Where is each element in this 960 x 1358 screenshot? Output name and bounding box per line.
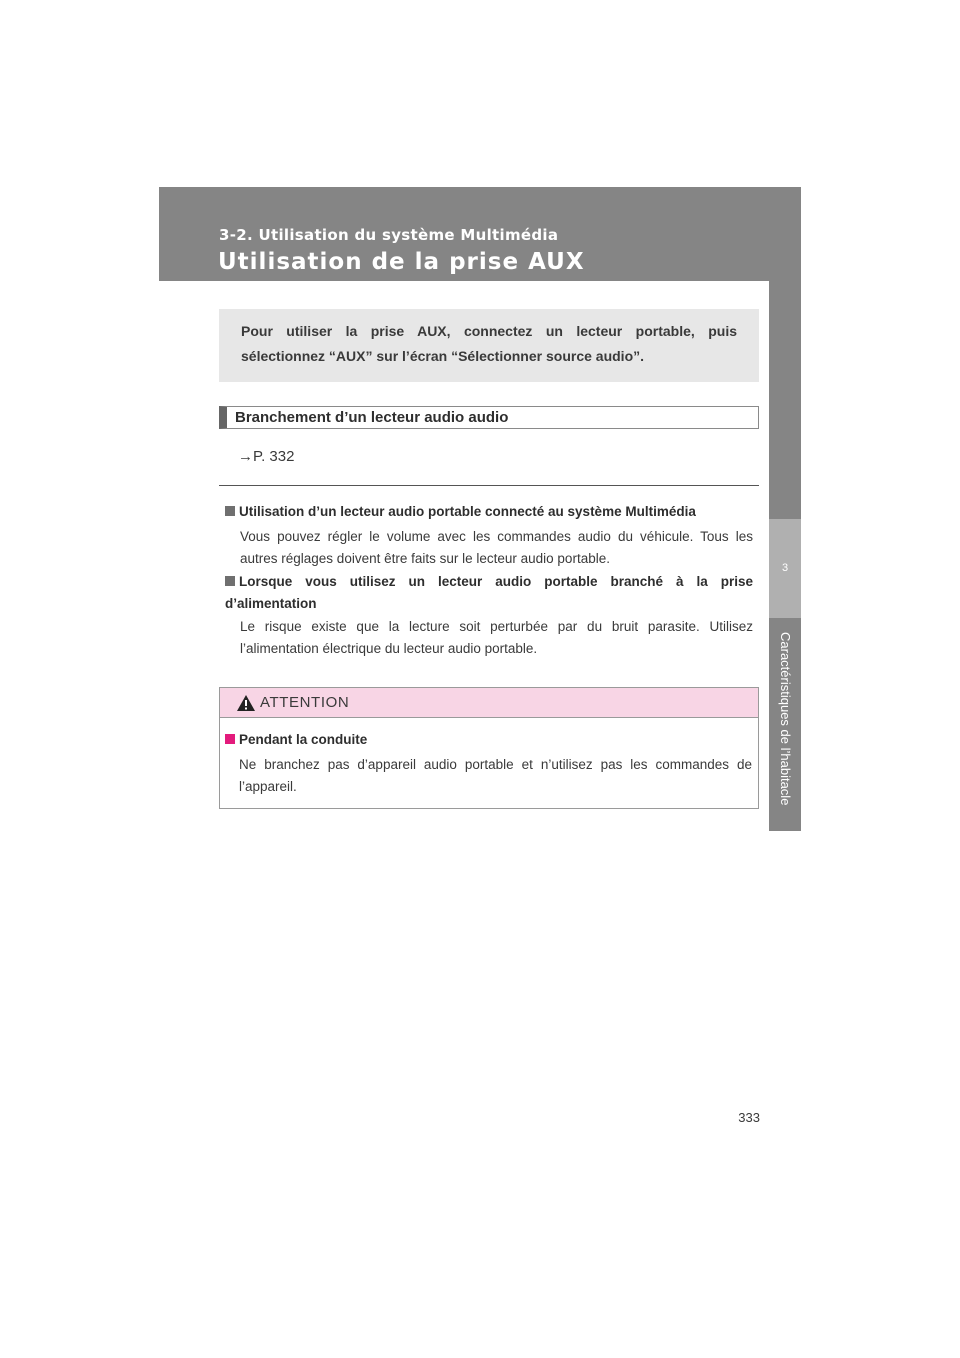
caution-box	[219, 687, 759, 809]
section-label: 3-2. Utilisation du système Multimédia	[219, 226, 559, 244]
page-number: 333	[738, 1110, 760, 1125]
side-tab-top	[769, 281, 801, 519]
note-body-2: Le risque existe que la lecture soit perturbée par du bruit parasite. Utilisez l’alimentation électrique du lecteur audio portable.	[240, 619, 753, 656]
caution-heading-text: Pendant la conduite	[239, 732, 368, 747]
warning-triangle-icon	[236, 694, 256, 712]
side-tab-chapter-number: 3	[769, 519, 801, 618]
intro-text: Pour utiliser la prise AUX, connectez un lecteur portable, puis sélectionnez “AUX” sur l’écran “Sélectionner source audio”.	[241, 323, 737, 364]
page-title: Utilisation de la prise AUX	[218, 249, 585, 275]
note-body-1: Vous pouvez régler le volume avec les commandes audio du véhicule. Tous les autres réglages doivent être faits sur le lecteur audio portable.	[240, 529, 753, 566]
caution-title-bar	[220, 688, 758, 718]
caution-body: Ne branchez pas d’appareil audio portable et n’utilisez pas les commandes de l’appareil.	[239, 757, 752, 794]
note-heading-1	[225, 501, 753, 523]
section-heading: Branchement d’un lecteur audio audio	[219, 406, 759, 429]
page-reference: →P. 332	[238, 448, 295, 465]
note-heading-2	[225, 571, 753, 615]
divider	[219, 485, 759, 486]
square-bullet-icon	[225, 506, 235, 516]
square-bullet-icon	[225, 576, 235, 586]
intro-box	[219, 309, 759, 382]
square-bullet-icon	[225, 734, 235, 744]
note-heading-text: Lorsque vous utilisez un lecteur audio portable branché à la prise d’alimentation	[225, 574, 753, 611]
caution-heading	[225, 730, 367, 750]
caution-title: ATTENTION	[260, 694, 350, 711]
note-heading-text: Utilisation d’un lecteur audio portable connecté au système Multimédia	[239, 504, 696, 519]
side-tab-chapter-title: Caractéristiques de l’habitacle	[778, 632, 793, 806]
